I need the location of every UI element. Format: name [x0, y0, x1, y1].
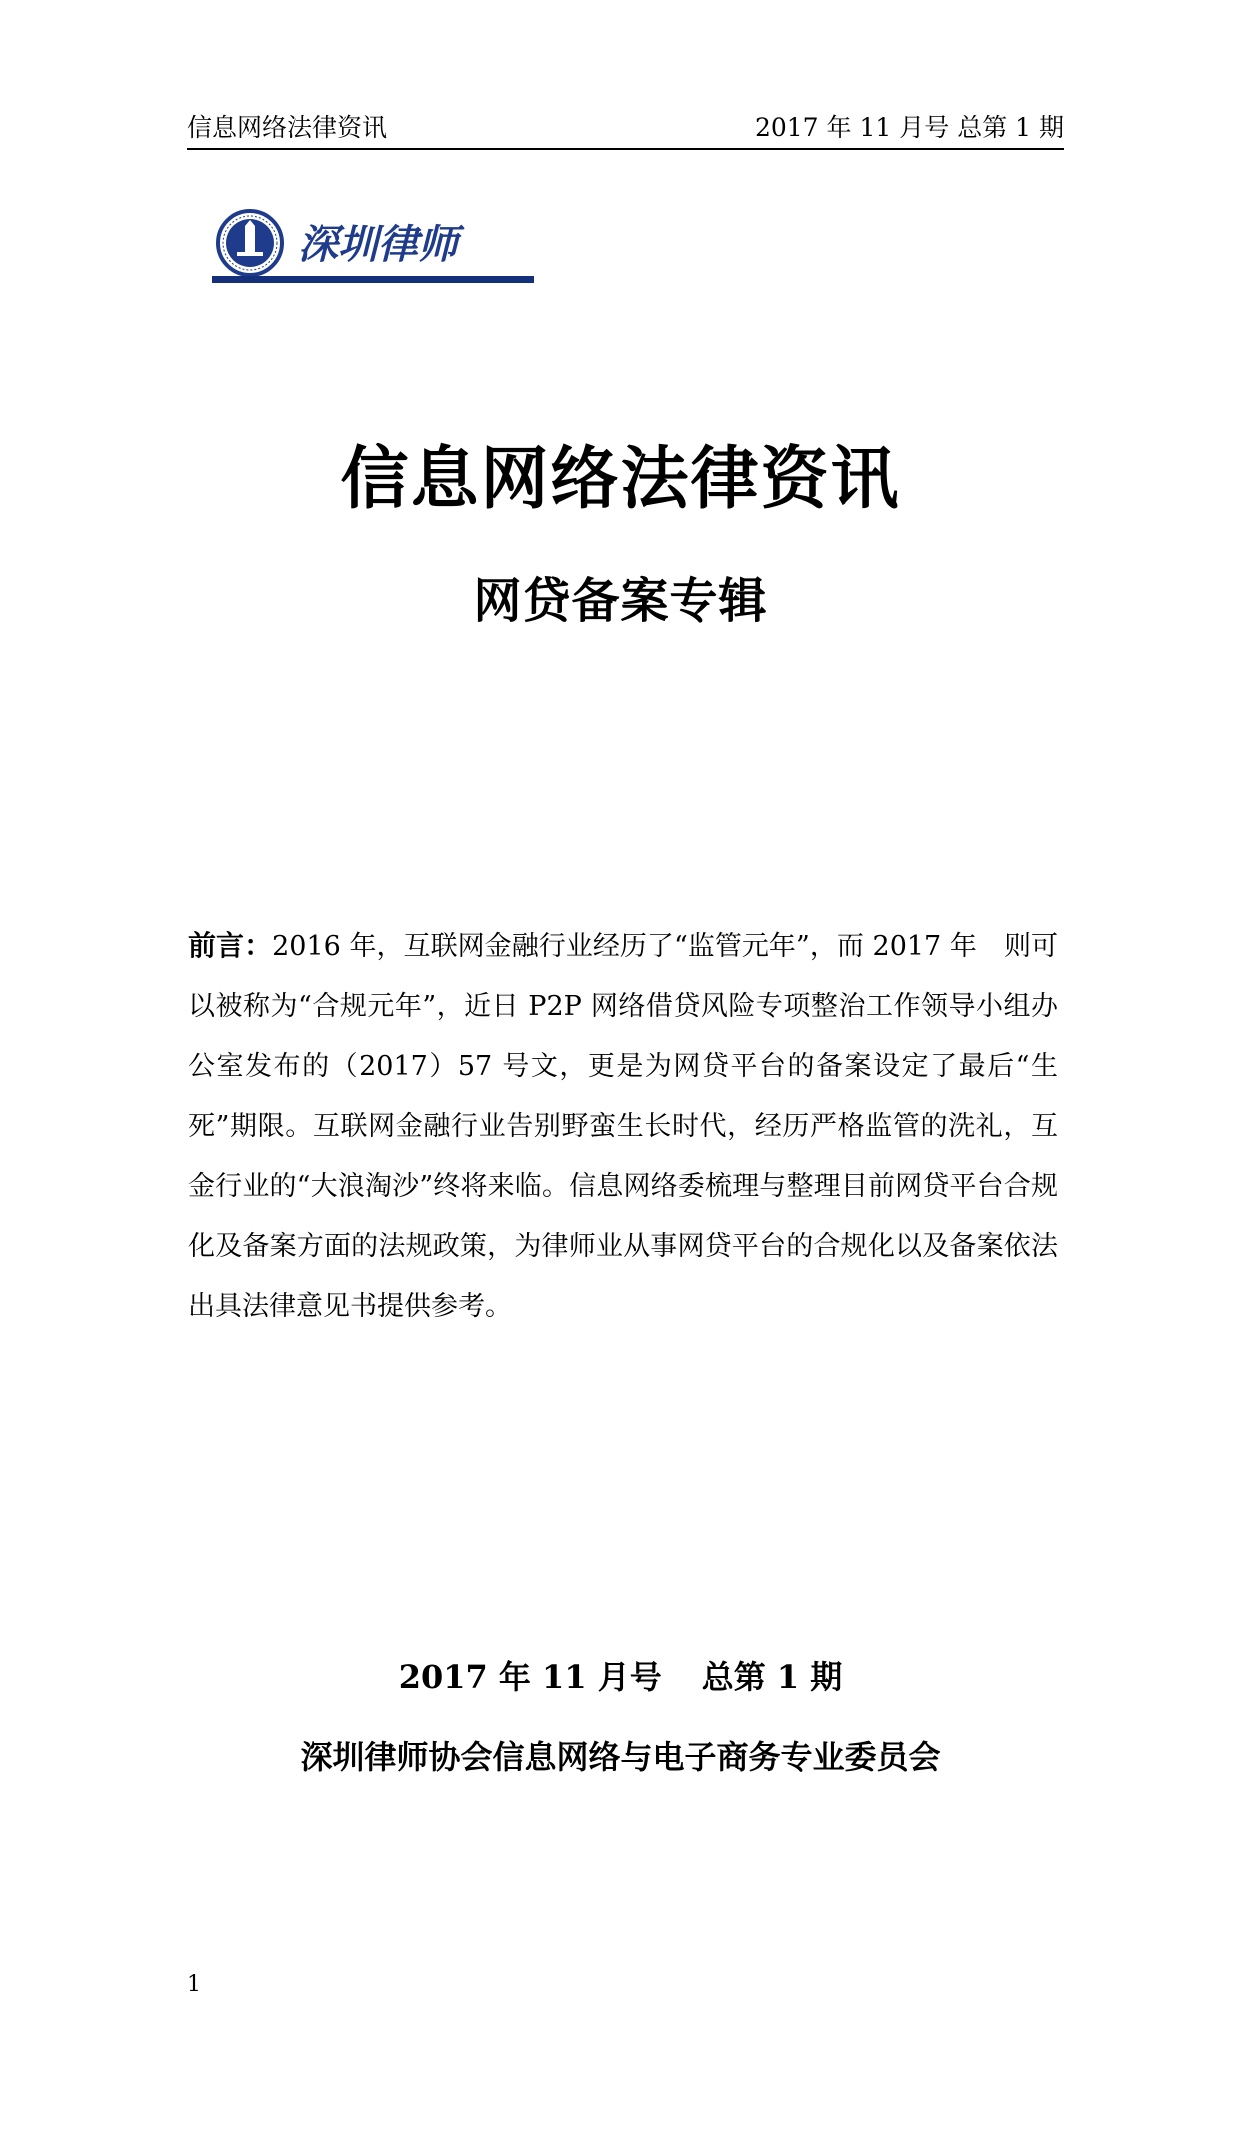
shenzhen-lawyers-logo	[212, 206, 534, 284]
issue-date: 2017 年 11 月号	[398, 1658, 662, 1696]
running-header	[187, 108, 1064, 150]
logo-underline-bar	[212, 276, 534, 283]
preface-label: 前言：	[188, 929, 273, 962]
logo-calligraphy-text: 深圳律师	[298, 221, 458, 268]
sub-title: 网贷备案专辑	[473, 573, 768, 629]
header-issue-info: 2017 年 11 月号 总第 1 期	[754, 113, 1064, 142]
preface-text: 2016 年，互联网金融行业经历了“监管元年”，而 2017 年 则可以被称为“合规元年”，近日 P2P 网络借贷风险专项整治工作领导小组办公室发布的（2017）57 号文，更是为网贷平台的备案设定了最后“生死”期限。互联网金融行业告别野蛮生长时代，经历严格监管的洗礼，互金行业的“大浪淘沙”终将来临。信息网络委梳理与整理目前网贷平台合规化及备案方面的法规政策，为律师业从事网贷平台的合规化以及备案依法出具法律意见书提供参考。	[188, 931, 1058, 1322]
association-seal-icon	[218, 211, 282, 275]
main-title: 信息网络法律资讯	[340, 440, 901, 519]
header-publication-name: 信息网络法律资讯	[187, 113, 388, 142]
page-number: 1	[187, 1972, 201, 1997]
preface-paragraph	[188, 916, 1058, 1337]
issue-line	[0, 1652, 1241, 1702]
issue-number: 总第 1 期	[701, 1658, 843, 1696]
committee-name: 深圳律师协会信息网络与电子商务专业委员会	[300, 1738, 941, 1776]
